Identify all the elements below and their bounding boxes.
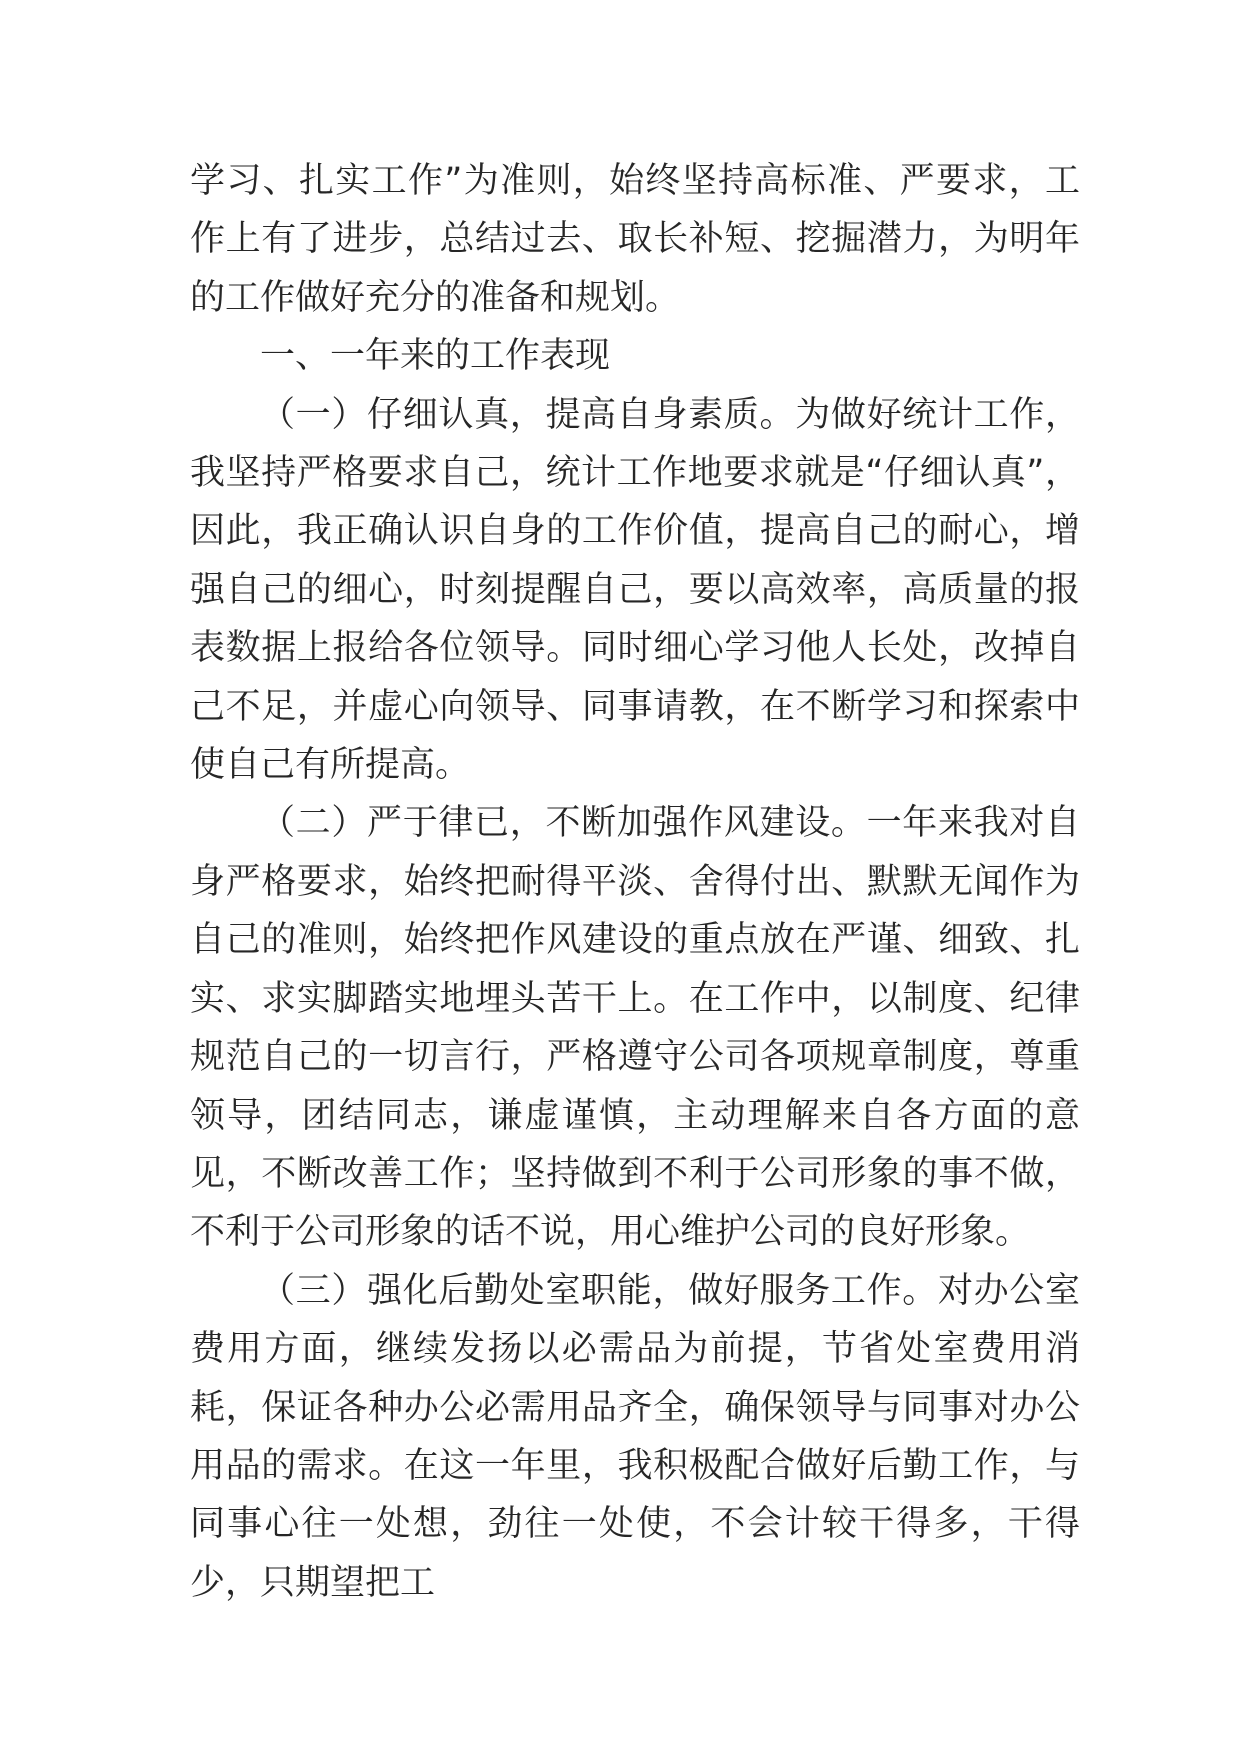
- intro-continuation-paragraph: 学习、扎实工作”为准则，始终坚持高标准、严要求，工作上有了进步，总结过去、取长补短、挖掘潜力，为明年的工作做好充分的准备和规划。: [190, 161, 1080, 318]
- work-item-paragraph-1: （一）仔细认真，提高自身素质。为做好统计工作，我坚持严格要求自己，统计工作地要求就是“仔细认真”，因此，我正确认识自身的工作价值，提高自己的耐心，增强自己的细心，时刻提醒自己，要以高效率，高质量的报表数据上报给各位领导。同时细心学习他人长处，改掉自己不足，并虚心向领导、同事请教，在不断学习和探索中使自己有所提高。: [190, 394, 1080, 786]
- section-heading: 一、一年来的工作表现: [260, 336, 611, 377]
- document-body: [190, 152, 1080, 1612]
- work-item-paragraph-2: （二）严于律已，不断加强作风建设。一年来我对自身严格要求，始终把耐得平淡、舍得付出、默默无闻作为自己的准则，始终把作风建设的重点放在严谨、细致、扎实、求实脚踏实地埋头苦干上。在工作中，以制度、纪律规范自己的一切言行，严格遵守公司各项规章制度，尊重领导，团结同志，谦虚谨慎，主动理解来自各方面的意见，不断改善工作；坚持做到不利于公司形象的事不做，不利于公司形象的话不说，用心维护公司的良好形象。: [190, 803, 1080, 1253]
- work-item-paragraph-3: （三）强化后勤处室职能，做好服务工作。对办公室费用方面，继续发扬以必需品为前提，节省处室费用消耗，保证各种办公必需用品齐全，确保领导与同事对办公用品的需求。在这一年里，我积极配合做好后勤工作，与同事心往一处想，劲往一处使，不会计较干得多，干得少，只期望把工: [190, 1270, 1080, 1603]
